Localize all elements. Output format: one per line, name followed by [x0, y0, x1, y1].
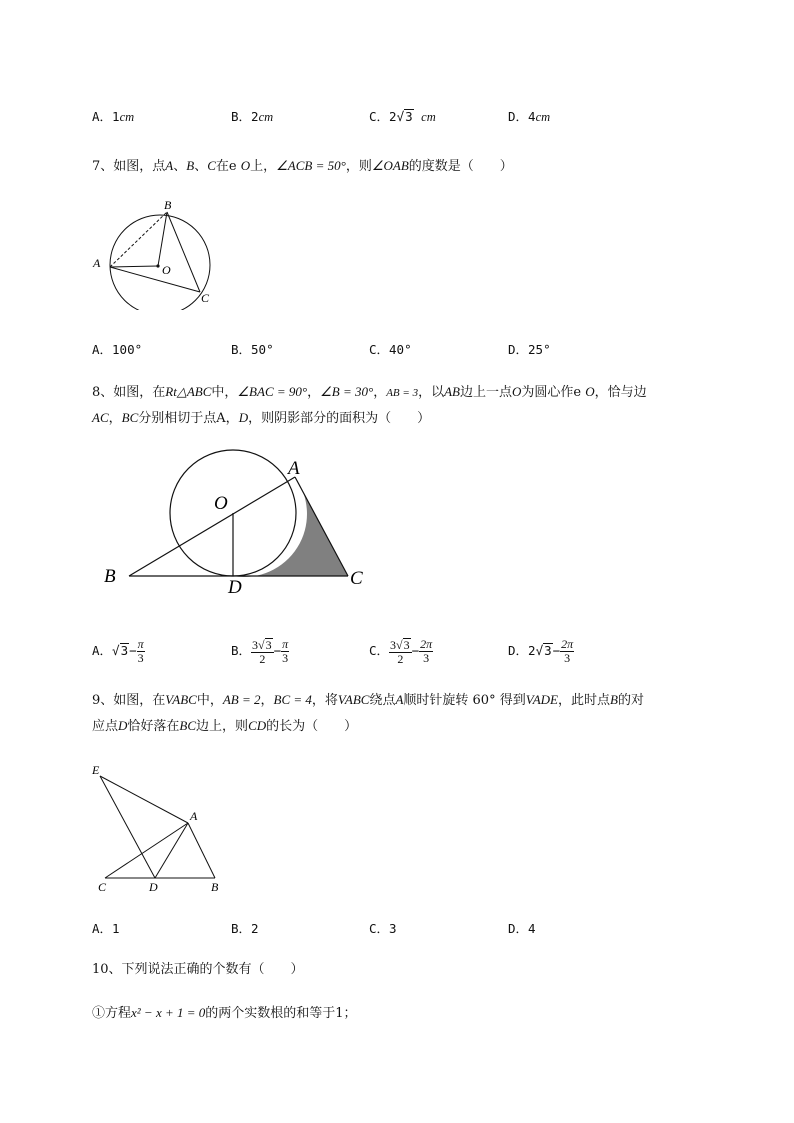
q7-label-a: A: [93, 256, 101, 270]
q7-option-a: A．100°: [92, 342, 143, 357]
q10-stem: 10、下列说法正确的个数有（ ）: [92, 962, 304, 977]
q7-option-b: B．50°: [231, 342, 274, 357]
q8-option-d: D．2√3− $\frac{2\pi}{3}$: [508, 637, 574, 665]
q9-rotation-diagram: [88, 758, 233, 898]
q8-label-o: O: [214, 493, 228, 514]
q9-label-e: E: [92, 763, 100, 777]
q7-line-bc: [167, 212, 200, 292]
q9-option-d: D．4: [508, 921, 536, 936]
q8-option-b: B． $\frac{3√3}{2}$ − $\frac{\pi}{3}$: [231, 637, 289, 666]
q7-option-d: D．25°: [508, 342, 551, 357]
q8-option-c: C． $\frac{3√3}{2}$ − $\frac{2\pi}{3}$: [369, 637, 433, 666]
q9-label-c: C: [98, 880, 107, 894]
q9-option-a: A．1: [92, 921, 120, 936]
q7-circle: [110, 215, 210, 310]
q8-shaded-region: [233, 477, 348, 577]
q7-label-o: O: [162, 263, 171, 277]
q10-item-1: ①方程x² − x + 1 = 0的两个实数根的和等于1；: [92, 1005, 357, 1021]
q8-line-ba: [129, 477, 295, 576]
q7-label-b: B: [164, 198, 172, 212]
q9-label-b: B: [211, 880, 219, 894]
q8-label-c: C: [350, 568, 363, 589]
q7-line-bo: [158, 212, 167, 266]
q6-option-c: C．2√3 cm: [369, 109, 436, 124]
q8-stem-line1: 8、如图，在Rt△ABC中，∠BAC = 90°，∠B = 30°，AB = 3，以AB边上一点O为圆心作e O，恰与边: [92, 384, 647, 400]
q9-option-b: B．2: [231, 921, 259, 936]
q7-stem: 7、如图，点A、B、C在e O上，∠ACB = 50°，则∠OAB的度数是（ ）: [92, 158, 513, 174]
q7-circle-diagram: [88, 195, 218, 310]
q9-line-ad: [155, 823, 188, 878]
q8-label-b: B: [104, 566, 116, 587]
q7-line-ac: [110, 267, 200, 292]
q6-option-d: D．4cm: [508, 109, 551, 124]
q9-label-a: A: [190, 809, 198, 823]
q8-tangent-circle-diagram: [100, 445, 380, 600]
q8-label-d: D: [228, 577, 242, 598]
q9-label-d: D: [149, 880, 158, 894]
q9-stem-line1: 9、如图，在VABC中，AB = 2，BC = 4，将VABC绕点A顺时针旋转 60° 得到VADE，此时点B的对: [92, 692, 644, 708]
q7-option-c: C．40°: [369, 342, 412, 357]
q9-option-c: C．3: [369, 921, 397, 936]
q7-center-dot: [156, 264, 159, 267]
q9-line-ab: [188, 823, 215, 878]
q8-stem-line2: AC，BC分别相切于点A，D，则阴影部分的面积为（ ）: [92, 410, 431, 426]
q7-label-c: C: [201, 291, 210, 305]
q9-stem-line2: 应点D恰好落在BC边上，则CD的长为（ ）: [92, 718, 358, 734]
q6-option-b: B．2cm: [231, 109, 274, 124]
q9-line-ac: [105, 823, 188, 878]
q8-label-a: A: [288, 458, 300, 479]
q6-option-a: A．1cm: [92, 109, 135, 124]
q7-line-ao: [110, 266, 158, 267]
q8-option-a: A．√3− $\frac{\pi}{3}$: [92, 637, 144, 665]
